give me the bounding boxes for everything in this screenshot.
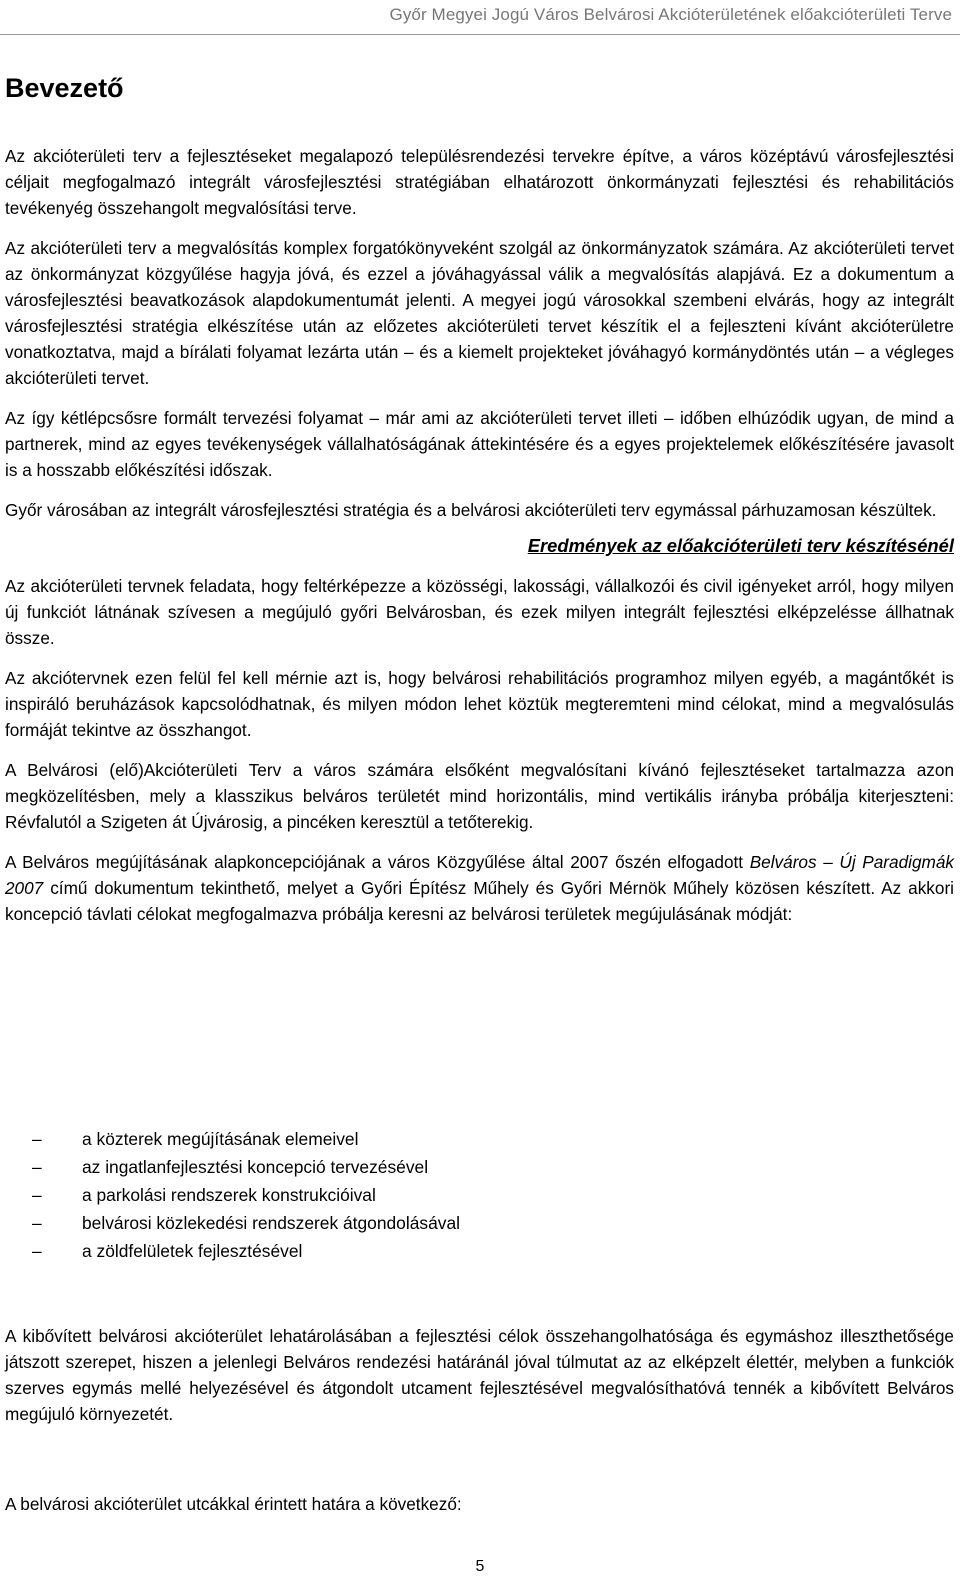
results-paragraph-4-start: A Belváros megújításának alapkoncepciójának a város Közgyűlése által 2007 őszén elfogadott [5,852,750,872]
page-number: 5 [475,1558,485,1575]
results-paragraph-2: Az akciótervnek ezen felül fel kell mérnie azt is, hogy belvárosi rehabilitációs programhoz milyen egyéb, a magántőkét is inspiráló beruházások kapcsolódhatnak, és milyen módon lehet köztük megteremteni mind célokat, mind a megvalósulás formáját tekintve az összhangot. [5,668,954,740]
intro-section [5,143,954,927]
closing-section-2 [5,1491,954,1517]
intro-paragraph-2: Az akcióterületi terv a megvalósítás komplex forgatókönyveként szolgál az önkormányzatok számára. Az akcióterületi tervet az önkormányzat közgyűlése hagyja jóvá, és ezzel a jóváhagyással válik a megvalósítás alapjává. Ez a dokumentum a városfejlesztési beavatkozások alapdokumentumát jelenti. A megyei jogú városokkal szembeni elvárás, hogy az integrált városfejlesztési stratégia elkészítése után az előzetes akcióterületi tervet készítik el a fejleszteni kívánt akcióterületre vonatkoztatva, majd a bírálati folyamat lezárta után – és a kiemelt projekteket jóváhagyó kormánydöntés után – a végleges akcióterületi tervet. [5,238,954,388]
section-title: Bevezető [5,73,124,103]
results-paragraph-1: Az akcióterületi tervnek feladata, hogy feltérképezze a közösségi, lakossági, vállalkozói és civil igényeket arról, hogy milyen új funkciót látnának szívesen a megújuló győri Belvárosban, és ezek milyen integrált fejlesztési elképzelésse állhatnak össze. [5,576,954,648]
list-dash: – [32,1213,42,1233]
page-header [0,0,960,35]
list-item [32,1181,460,1209]
goals-list [32,1125,460,1265]
list-item-text: belvárosi közlekedési rendszerek átgondolásával [82,1213,460,1233]
list-item [32,1153,460,1181]
list-item [32,1237,460,1265]
results-heading: Eredmények az előakcióterületi terv készítésénél [527,535,954,556]
closing-section [5,1323,954,1427]
list-item-text: a közterek megújításának elemeivel [82,1129,359,1149]
document-title-italic: Belváros – Új Paradigmák 2007 [5,852,954,898]
list-item-text: a parkolási rendszerek konstrukcióival [82,1185,376,1205]
intro-paragraph-3: Az így kétlépcsősre formált tervezési folyamat – már ami az akcióterületi tervet illeti – időben elhúzódik ugyan, de mind a partnerek, mind az egyes tevékenységek vállalhatóságának áttekintésére és a egyes projektelemek előkészítésére javasolt is a hosszabb előkészítési időszak. [5,408,954,480]
list-dash: – [32,1185,42,1205]
list-dash: – [32,1129,42,1149]
closing-paragraph-2: A belvárosi akcióterület utcákkal érintett határa a következő: [5,1494,462,1514]
intro-paragraph-4: Győr városában az integrált városfejlesztési stratégia és a belvárosi akcióterületi terv egymással párhuzamosan készültek. [5,500,937,520]
list-item [32,1209,460,1237]
list-dash: – [32,1157,42,1177]
intro-paragraph-1: Az akcióterületi terv a fejlesztéseket megalapozó településrendezési tervekre építve, a város középtávú városfejlesztési céljait megfogalmazó integrált városfejlesztési stratégiában elhatározott önkormányzati fejlesztési és rehabilitációs tevékenyég összehangolt megvalósítási terve. [5,146,954,218]
results-paragraph-4 [5,849,954,927]
list-dash: – [32,1241,42,1261]
list-item-text: az ingatlanfejlesztési koncepció tervezésével [82,1157,429,1177]
results-paragraph-4-end: című dokumentum tekinthető, melyet a Győri Építész Műhely és Győri Mérnök Műhely közösen készített. Az akkori koncepció távlati célokat megfogalmazva próbálja keresni az belvárosi területek megújulásának módját: [5,878,954,924]
list-item-text: a zöldfelületek fejlesztésével [82,1241,303,1261]
results-paragraph-3: A Belvárosi (elő)Akcióterületi Terv a város számára elsőként megvalósítani kívánó fejlesztéseket tartalmazza azon megközelítésben, mely a klasszikus belváros területét mind horizontális, mind vertikális irányba próbálja kiterjeszteni: Révfalutól a Szigeten át Újvárosig, a pincéken keresztül a tetőterekig. [5,760,954,832]
list-item [32,1125,460,1153]
running-title: Győr Megyei Jogú Város Belvárosi Akcióterületének előakcióterületi Terve [389,5,952,24]
closing-paragraph-1: A kibővített belvárosi akcióterület lehatárolásában a fejlesztési célok összehangolhatósága és egymáshoz illeszthetősége játszott szerepet, hiszen a jelenlegi Belváros rendezési határánál jóval túlmutat az az elképzelt élettér, melyben a funkciók szerves egymás mellé helyezésével és átgondolt utcament fejlesztésével megvalósíthatóvá tennék a kibővített Belváros megújuló környezetét. [5,1326,954,1424]
